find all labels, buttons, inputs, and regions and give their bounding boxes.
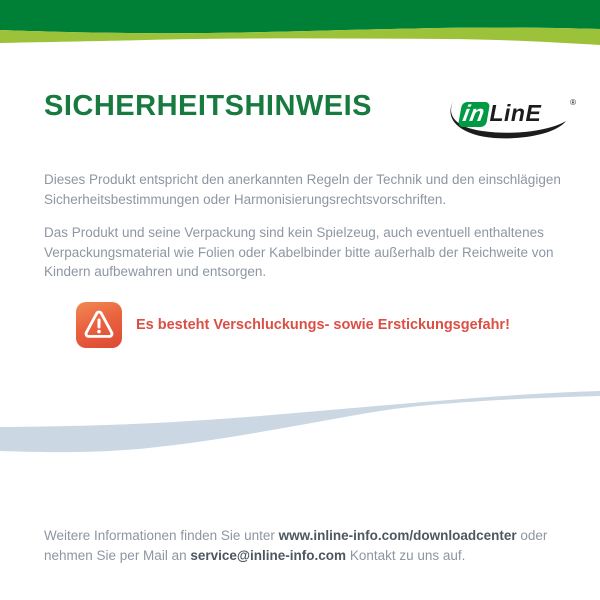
download-center-link[interactable]: www.inline-info.com/downloadcenter [278,528,517,543]
service-email-link[interactable]: service@inline-info.com [190,548,347,563]
footer-text-pre: Weitere Informationen finden Sie unter [44,528,279,543]
logo-line-text: Lin [489,100,526,126]
header-wave-graphic [0,0,600,50]
paragraph-standards: Dieses Produkt entspricht den anerkannten Regeln der Technik und den einschlägigen Sicherheitsbestimmungen oder Harmonisierungsrechtsvorschriften. [44,172,561,207]
warning-row [76,302,560,348]
warning-text: Es besteht Verschluckungs- sowie Erstickungsgefahr! [136,317,510,333]
logo-in-badge [458,102,491,127]
inline-logo [444,92,576,140]
divider-wave-graphic [0,380,600,470]
footer-text-post: Kontakt zu uns auf. [346,548,466,563]
registered-trademark-symbol: ® [570,98,576,107]
logo-in-text: in [460,100,488,126]
paragraph-packaging: Das Produkt und seine Verpackung sind kein Spielzeug, auch eventuell enthaltenes Verpackungsmaterial wie Folien oder Kabelbinder bitte außerhalb der Reichweite von Kindern aufbewahren und entsorgen. [44,225,554,279]
logo-wordmark [460,102,541,127]
warning-triangle-icon [76,302,122,348]
footer-contact-info [44,526,572,566]
page-title: SICHERHEITSHINWEIS [44,90,373,122]
footer-text-middle: oder nehmen Sie per Mail an [44,528,548,563]
logo-e-text: E [525,100,542,126]
